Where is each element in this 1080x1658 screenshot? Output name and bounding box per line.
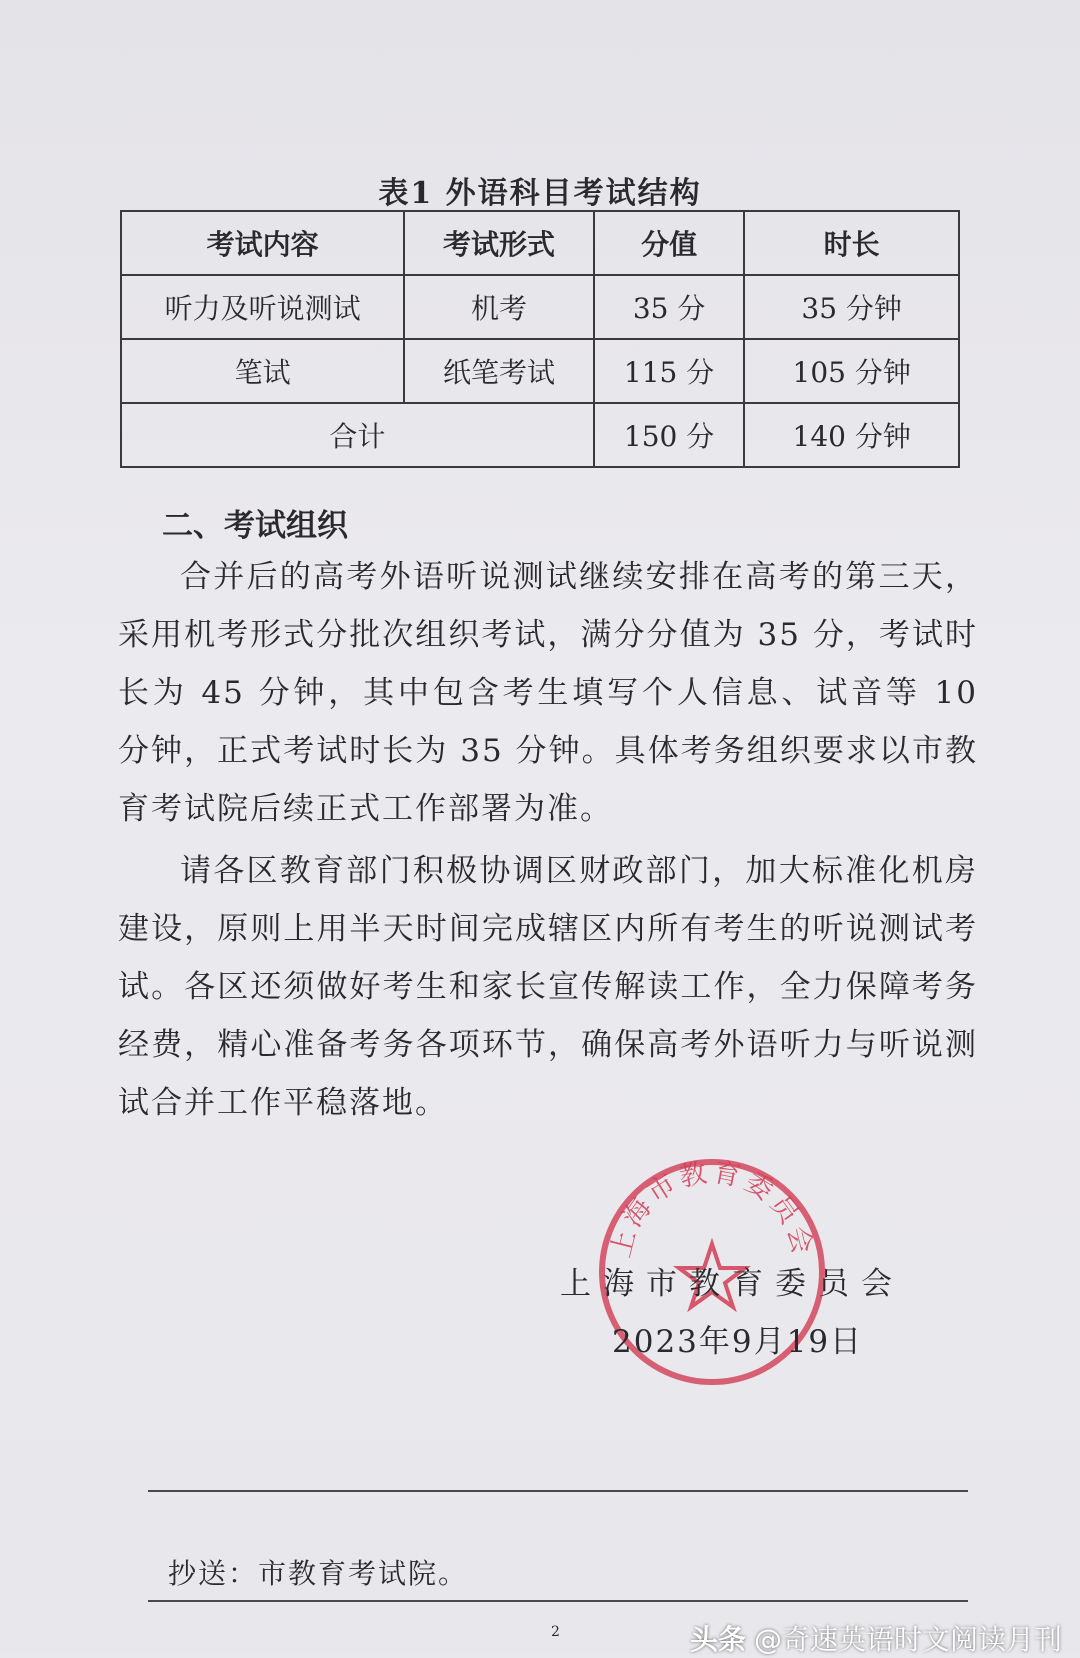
table-row xyxy=(121,275,959,339)
table-cell: 笔试 xyxy=(121,339,404,403)
total-label: 合计 xyxy=(121,403,594,467)
seal-text: 上海市教育委员会 xyxy=(605,1156,819,1261)
sign-date: 2023年9月19日 xyxy=(612,1324,864,1360)
table-cell: 105 分钟 xyxy=(744,339,959,403)
table-cell: 35 分钟 xyxy=(744,275,959,339)
table-row xyxy=(121,339,959,403)
table-cell: 纸笔考试 xyxy=(404,339,594,403)
table-cell: 35 分 xyxy=(594,275,745,339)
total-score: 150 分 xyxy=(594,403,745,467)
header-content: 考试内容 xyxy=(121,211,404,275)
exam-structure-table xyxy=(120,210,960,468)
table-cell: 115 分 xyxy=(594,339,745,403)
table-title: 表1 外语科目考试结构 xyxy=(378,176,702,211)
table-total-row xyxy=(121,403,959,467)
watermark-brand: 头条 xyxy=(690,1623,747,1656)
cc-line: 抄送：市教育考试院。 xyxy=(168,1557,469,1590)
table-header-row xyxy=(121,211,959,275)
signer-name: 上海市教育委员会 xyxy=(560,1266,904,1302)
paragraph-exam-organization: 合并后的高考外语听说测试继续安排在高考的第三天，采用机考形式分批次组织考试，满分分值为 35 分，考试时长为 45 分钟，其中包含考生填写个人信息、试音等 10 分钟，正式考试时长为 35 分钟。具体考务组织要求以市教育考试院后续正式工作部署为准。 xyxy=(118,559,978,827)
table-cell: 听力及听说测试 xyxy=(121,275,404,339)
paragraph-district-requirements: 请各区教育部门积极协调区财政部门，加大标准化机房建设，原则上用半天时间完成辖区内所有考生的听说测试考试。各区还须做好考生和家长宣传解读工作，全力保障考务经费，精心准备考务各项环节，确保高考外语听力与听说测试合并工作平稳落地。 xyxy=(118,853,978,1121)
watermark xyxy=(690,1618,1062,1658)
divider-top xyxy=(148,1490,968,1492)
page-number: 2 xyxy=(551,1624,560,1640)
section-heading: 二、考试组织 xyxy=(162,508,348,544)
total-duration: 140 分钟 xyxy=(744,403,959,467)
watermark-account: @奇速英语时文阅读月刊 xyxy=(754,1623,1063,1656)
header-duration: 时长 xyxy=(744,211,959,275)
table-cell: 机考 xyxy=(404,275,594,339)
header-format: 考试形式 xyxy=(404,211,594,275)
header-score: 分值 xyxy=(594,211,745,275)
divider-bottom xyxy=(148,1600,968,1602)
